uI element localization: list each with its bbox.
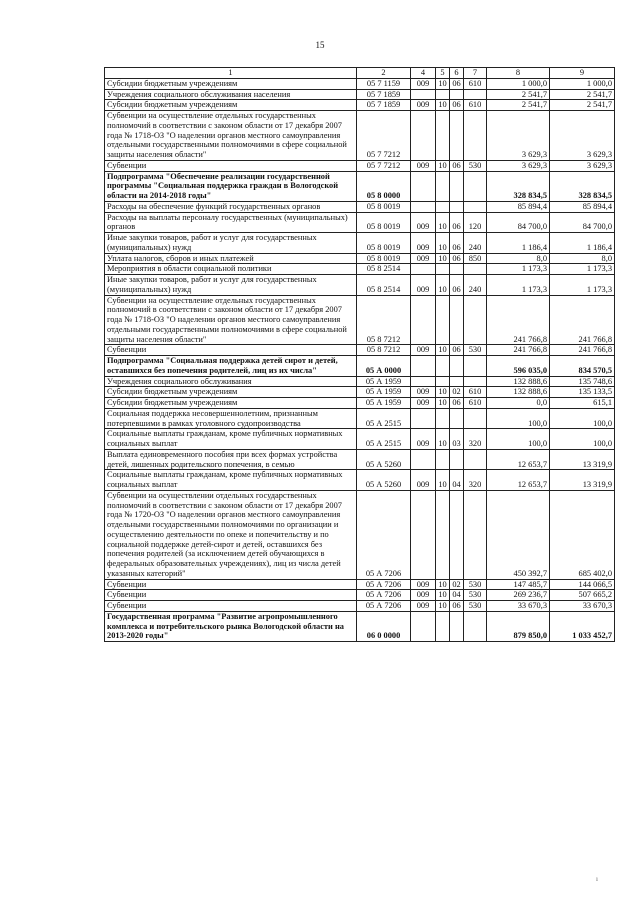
row-name-cell: Субвенции на осуществлении отдельных государственных полномочий в соответствии с законом области от 17 декабря 2007 года № 1720-ОЗ "О наделении органов местного самоуправления отдельными государственными полномочиями по организации и осуществлению деятельности по опеке и попечительству и по социальной поддержке детей-сирот и детей, оставшихся без попечения родителей (за исключением детей обучающихся в федеральных образовательных учреждениях), лиц из числа детей указанных категорий" [105, 490, 357, 579]
row-col8-cell: 100,0 [487, 429, 550, 450]
row-col5-cell: 10 [436, 78, 450, 89]
table-row [105, 579, 615, 590]
table-row [105, 429, 615, 450]
header-cell: 9 [550, 68, 615, 79]
row-code-cell: 05 А 7206 [357, 601, 411, 612]
row-col4-cell: 009 [411, 398, 436, 409]
row-col5-cell [436, 449, 450, 470]
row-col4-cell [411, 356, 436, 377]
budget-table [104, 67, 615, 642]
row-name-cell: Субсидии бюджетным учреждениям [105, 398, 357, 409]
row-col6-cell [450, 490, 464, 579]
row-col6-cell [450, 376, 464, 387]
row-col6-cell: 02 [450, 579, 464, 590]
row-col9-cell: 100,0 [550, 429, 615, 450]
row-col9-cell: 135 748,6 [550, 376, 615, 387]
row-name-cell: Субвенции [105, 160, 357, 171]
row-col6-cell [450, 89, 464, 100]
row-col8-cell: 596 035,0 [487, 356, 550, 377]
row-col8-cell: 450 392,7 [487, 490, 550, 579]
row-col6-cell [450, 408, 464, 429]
row-col4-cell: 009 [411, 345, 436, 356]
header-row [105, 68, 615, 79]
row-code-cell: 05 А 1959 [357, 387, 411, 398]
row-col4-cell [411, 201, 436, 212]
row-col6-cell: 06 [450, 345, 464, 356]
row-name-cell: Выплата единовременного пособия при всех формах устройства детей, лишенных родительского попечения, в семью [105, 449, 357, 470]
row-col8-cell: 1 173,3 [487, 275, 550, 296]
table-row [105, 601, 615, 612]
row-col6-cell [450, 449, 464, 470]
row-code-cell: 05 8 0000 [357, 171, 411, 201]
row-col9-cell: 1 173,3 [550, 275, 615, 296]
row-col9-cell: 1 173,3 [550, 264, 615, 275]
row-col5-cell: 10 [436, 100, 450, 111]
row-col6-cell: 03 [450, 429, 464, 450]
row-col7-cell: 610 [464, 78, 487, 89]
row-col9-cell: 1 186,4 [550, 233, 615, 254]
table-row [105, 356, 615, 377]
row-col7-cell: 530 [464, 160, 487, 171]
row-code-cell: 05 А 7206 [357, 490, 411, 579]
row-col9-cell: 834 570,5 [550, 356, 615, 377]
table-row [105, 100, 615, 111]
row-col9-cell: 144 066,5 [550, 579, 615, 590]
row-col4-cell: 009 [411, 470, 436, 491]
row-col5-cell: 10 [436, 387, 450, 398]
row-col5-cell [436, 376, 450, 387]
row-code-cell: 05 8 0019 [357, 212, 411, 233]
row-col8-cell: 100,0 [487, 408, 550, 429]
row-col9-cell: 8,0 [550, 253, 615, 264]
row-col5-cell: 10 [436, 275, 450, 296]
row-name-cell: Мероприятия в области социальной политики [105, 264, 357, 275]
row-col8-cell: 84 700,0 [487, 212, 550, 233]
row-code-cell: 05 8 2514 [357, 275, 411, 296]
row-code-cell: 05 А 5260 [357, 470, 411, 491]
row-col9-cell: 135 133,5 [550, 387, 615, 398]
row-col7-cell: 320 [464, 429, 487, 450]
table-row [105, 78, 615, 89]
row-name-cell: Расходы на выплаты персоналу государственных (муниципальных) органов [105, 212, 357, 233]
table-row [105, 345, 615, 356]
row-col4-cell: 009 [411, 601, 436, 612]
row-col4-cell [411, 449, 436, 470]
row-code-cell: 05 8 0019 [357, 233, 411, 254]
row-name-cell: Учреждения социального обслуживания [105, 376, 357, 387]
row-col9-cell: 100,0 [550, 408, 615, 429]
row-col7-cell: 610 [464, 398, 487, 409]
row-col5-cell: 10 [436, 470, 450, 491]
row-col8-cell: 879 850,0 [487, 611, 550, 641]
row-col5-cell [436, 408, 450, 429]
row-col8-cell: 241 766,8 [487, 345, 550, 356]
row-col6-cell [450, 356, 464, 377]
row-code-cell: 05 7 1859 [357, 100, 411, 111]
row-col8-cell: 2 541,7 [487, 100, 550, 111]
row-name-cell: Субвенции на осуществление отдельных государственных полномочий в соответствии с законом области от 17 декабря 2007 года № 1718-ОЗ "О наделении органов местного самоуправления отдельными государственными полномочиями в сфере социальной защиты населения области" [105, 295, 357, 345]
row-col8-cell: 328 834,5 [487, 171, 550, 201]
row-col9-cell: 3 629,3 [550, 111, 615, 161]
row-name-cell: Субвенции [105, 345, 357, 356]
row-col7-cell [464, 295, 487, 345]
row-name-cell: Субвенции [105, 579, 357, 590]
header-cell: 5 [436, 68, 450, 79]
row-col8-cell: 2 541,7 [487, 89, 550, 100]
row-col7-cell [464, 449, 487, 470]
table-row [105, 449, 615, 470]
row-col8-cell: 33 670,3 [487, 601, 550, 612]
row-col8-cell: 0,0 [487, 398, 550, 409]
row-col7-cell: 530 [464, 590, 487, 601]
row-col6-cell: 04 [450, 470, 464, 491]
row-code-cell: 05 А 1959 [357, 398, 411, 409]
row-code-cell: 05 А 1959 [357, 376, 411, 387]
table-row [105, 490, 615, 579]
row-col8-cell: 12 653,7 [487, 449, 550, 470]
row-name-cell: Субвенции [105, 601, 357, 612]
row-code-cell: 06 0 0000 [357, 611, 411, 641]
row-code-cell: 05 А 5260 [357, 449, 411, 470]
table-row [105, 408, 615, 429]
row-col8-cell: 1 186,4 [487, 233, 550, 254]
row-col5-cell: 10 [436, 233, 450, 254]
row-col6-cell: 02 [450, 387, 464, 398]
row-col8-cell: 147 485,7 [487, 579, 550, 590]
row-code-cell: 05 7 7212 [357, 160, 411, 171]
table-row [105, 233, 615, 254]
page-number: 15 [315, 40, 325, 50]
row-col9-cell: 33 670,3 [550, 601, 615, 612]
row-col7-cell: 530 [464, 579, 487, 590]
row-name-cell: Подпрограмма "Обеспечение реализации государственной программы "Социальная поддержка граждан в Вологодской области на 2014-2018 годы" [105, 171, 357, 201]
row-col4-cell [411, 408, 436, 429]
row-col9-cell: 2 541,7 [550, 100, 615, 111]
row-col9-cell: 13 319,9 [550, 449, 615, 470]
row-col5-cell: 10 [436, 579, 450, 590]
row-col4-cell: 009 [411, 78, 436, 89]
row-name-cell: Расходы на обеспечение функций государственных органов [105, 201, 357, 212]
table-row [105, 160, 615, 171]
row-col5-cell: 10 [436, 590, 450, 601]
row-col4-cell: 009 [411, 387, 436, 398]
row-col7-cell [464, 201, 487, 212]
row-col7-cell: 240 [464, 275, 487, 296]
row-col6-cell: 06 [450, 78, 464, 89]
table-row [105, 376, 615, 387]
row-name-cell: Иные закупки товаров, работ и услуг для государственных (муниципальных) нужд [105, 233, 357, 254]
row-col9-cell: 84 700,0 [550, 212, 615, 233]
row-col9-cell: 507 665,2 [550, 590, 615, 601]
row-col5-cell: 10 [436, 398, 450, 409]
row-col7-cell: 120 [464, 212, 487, 233]
row-col6-cell: 06 [450, 275, 464, 296]
row-col7-cell [464, 356, 487, 377]
row-col7-cell: 850 [464, 253, 487, 264]
table-row [105, 275, 615, 296]
row-col6-cell: 06 [450, 160, 464, 171]
table-row [105, 89, 615, 100]
row-col5-cell: 10 [436, 212, 450, 233]
row-code-cell: 05 А 2515 [357, 429, 411, 450]
row-name-cell: Субвенции [105, 590, 357, 601]
table-row [105, 212, 615, 233]
table-row [105, 590, 615, 601]
row-col5-cell [436, 264, 450, 275]
row-code-cell: 05 8 0019 [357, 201, 411, 212]
row-col8-cell: 132 888,6 [487, 376, 550, 387]
row-col7-cell: 320 [464, 470, 487, 491]
row-code-cell: 05 А 7206 [357, 579, 411, 590]
row-code-cell: 05 А 7206 [357, 590, 411, 601]
row-col9-cell: 328 834,5 [550, 171, 615, 201]
row-col5-cell [436, 89, 450, 100]
row-col4-cell [411, 89, 436, 100]
row-col4-cell: 009 [411, 160, 436, 171]
row-col6-cell: 06 [450, 398, 464, 409]
row-col7-cell: 610 [464, 387, 487, 398]
table-row [105, 398, 615, 409]
row-col9-cell: 3 629,3 [550, 160, 615, 171]
table-row [105, 111, 615, 161]
row-col8-cell: 269 236,7 [487, 590, 550, 601]
row-col4-cell [411, 295, 436, 345]
row-code-cell: 05 8 7212 [357, 345, 411, 356]
row-code-cell: 05 7 1159 [357, 78, 411, 89]
row-code-cell: 05 А 0000 [357, 356, 411, 377]
row-col5-cell [436, 111, 450, 161]
row-col9-cell: 1 033 452,7 [550, 611, 615, 641]
row-col5-cell [436, 201, 450, 212]
row-col4-cell: 009 [411, 579, 436, 590]
row-col5-cell: 10 [436, 160, 450, 171]
row-name-cell: Социальные выплаты гражданам, кроме публичных нормативных социальных выплат [105, 470, 357, 491]
row-col6-cell [450, 171, 464, 201]
row-col4-cell [411, 171, 436, 201]
table-row [105, 470, 615, 491]
row-col7-cell [464, 89, 487, 100]
row-name-cell: Государственная программа "Развитие агропромышленного комплекса и потребительского рынка Вологодской области на 2013-2020 годы" [105, 611, 357, 641]
row-col7-cell [464, 408, 487, 429]
row-code-cell: 05 8 2514 [357, 264, 411, 275]
row-col4-cell [411, 264, 436, 275]
row-col4-cell [411, 490, 436, 579]
header-cell: 2 [357, 68, 411, 79]
row-col9-cell: 615,1 [550, 398, 615, 409]
row-col9-cell: 685 402,0 [550, 490, 615, 579]
row-col7-cell [464, 171, 487, 201]
row-col6-cell: 04 [450, 590, 464, 601]
row-col9-cell: 241 766,8 [550, 345, 615, 356]
row-name-cell: Учреждения социального обслуживания населения [105, 89, 357, 100]
row-col7-cell [464, 264, 487, 275]
table-row [105, 611, 615, 641]
row-col9-cell: 85 894,4 [550, 201, 615, 212]
row-col6-cell: 06 [450, 212, 464, 233]
row-col5-cell [436, 356, 450, 377]
row-col4-cell: 009 [411, 233, 436, 254]
row-col7-cell: 610 [464, 100, 487, 111]
row-code-cell: 05 7 7212 [357, 111, 411, 161]
row-col5-cell: 10 [436, 601, 450, 612]
page-corner-mark: ı [596, 875, 598, 883]
row-col6-cell [450, 295, 464, 345]
row-col8-cell: 1 000,0 [487, 78, 550, 89]
row-name-cell: Субсидии бюджетным учреждениям [105, 100, 357, 111]
row-col5-cell: 10 [436, 429, 450, 450]
row-col7-cell [464, 611, 487, 641]
header-cell: 6 [450, 68, 464, 79]
row-col5-cell [436, 490, 450, 579]
row-name-cell: Субвенции на осуществление отдельных государственных полномочий в соответствии с законом области от 17 декабря 2007 года № 1718-ОЗ "О наделении органов местного самоуправления отдельными государственными полномочиями в сфере социальной защиты населения области" [105, 111, 357, 161]
row-name-cell: Субсидии бюджетным учреждениям [105, 387, 357, 398]
row-code-cell: 05 А 2515 [357, 408, 411, 429]
row-code-cell: 05 8 0019 [357, 253, 411, 264]
row-col8-cell: 3 629,3 [487, 111, 550, 161]
row-col9-cell: 241 766,8 [550, 295, 615, 345]
row-col4-cell: 009 [411, 212, 436, 233]
row-col7-cell: 240 [464, 233, 487, 254]
row-col4-cell: 009 [411, 253, 436, 264]
row-col9-cell: 1 000,0 [550, 78, 615, 89]
table-row [105, 387, 615, 398]
row-col8-cell: 1 173,3 [487, 264, 550, 275]
table-body [105, 68, 615, 642]
row-col6-cell: 06 [450, 601, 464, 612]
table-row [105, 201, 615, 212]
row-name-cell: Социальная поддержка несовершеннолетним, признанным потерпевшими в рамках уголовного судопроизводства [105, 408, 357, 429]
table-row [105, 295, 615, 345]
row-name-cell: Социальные выплаты гражданам, кроме публичных нормативных социальных выплат [105, 429, 357, 450]
header-cell: 4 [411, 68, 436, 79]
row-col6-cell: 06 [450, 233, 464, 254]
row-col4-cell [411, 111, 436, 161]
row-col6-cell [450, 611, 464, 641]
row-col5-cell [436, 611, 450, 641]
row-col8-cell: 241 766,8 [487, 295, 550, 345]
row-col7-cell [464, 111, 487, 161]
row-name-cell: Подпрограмма "Социальная поддержка детей сирот и детей, оставшихся без попечения родителей, лиц из их числа" [105, 356, 357, 377]
row-col8-cell: 3 629,3 [487, 160, 550, 171]
row-col8-cell: 12 653,7 [487, 470, 550, 491]
row-name-cell: Уплата налогов, сборов и иных платежей [105, 253, 357, 264]
row-col6-cell [450, 201, 464, 212]
row-col4-cell: 009 [411, 100, 436, 111]
row-name-cell: Субсидии бюджетным учреждениям [105, 78, 357, 89]
row-code-cell: 05 7 1859 [357, 89, 411, 100]
row-col6-cell: 06 [450, 253, 464, 264]
row-col4-cell: 009 [411, 429, 436, 450]
row-col7-cell: 530 [464, 345, 487, 356]
row-col9-cell: 2 541,7 [550, 89, 615, 100]
row-col8-cell: 132 888,6 [487, 387, 550, 398]
row-name-cell: Иные закупки товаров, работ и услуг для государственных (муниципальных) нужд [105, 275, 357, 296]
header-cell: 1 [105, 68, 357, 79]
row-col6-cell [450, 264, 464, 275]
row-col4-cell [411, 611, 436, 641]
table-row [105, 253, 615, 264]
table-row [105, 171, 615, 201]
row-col8-cell: 85 894,4 [487, 201, 550, 212]
row-code-cell: 05 8 7212 [357, 295, 411, 345]
row-col5-cell [436, 171, 450, 201]
table-row [105, 264, 615, 275]
row-col7-cell [464, 376, 487, 387]
row-col4-cell: 009 [411, 275, 436, 296]
header-cell: 7 [464, 68, 487, 79]
row-col5-cell: 10 [436, 253, 450, 264]
row-col9-cell: 13 319,9 [550, 470, 615, 491]
row-col4-cell: 009 [411, 590, 436, 601]
row-col6-cell: 06 [450, 100, 464, 111]
row-col4-cell [411, 376, 436, 387]
row-col8-cell: 8,0 [487, 253, 550, 264]
row-col7-cell: 530 [464, 601, 487, 612]
row-col5-cell: 10 [436, 345, 450, 356]
header-cell: 8 [487, 68, 550, 79]
row-col5-cell [436, 295, 450, 345]
row-col7-cell [464, 490, 487, 579]
row-col6-cell [450, 111, 464, 161]
